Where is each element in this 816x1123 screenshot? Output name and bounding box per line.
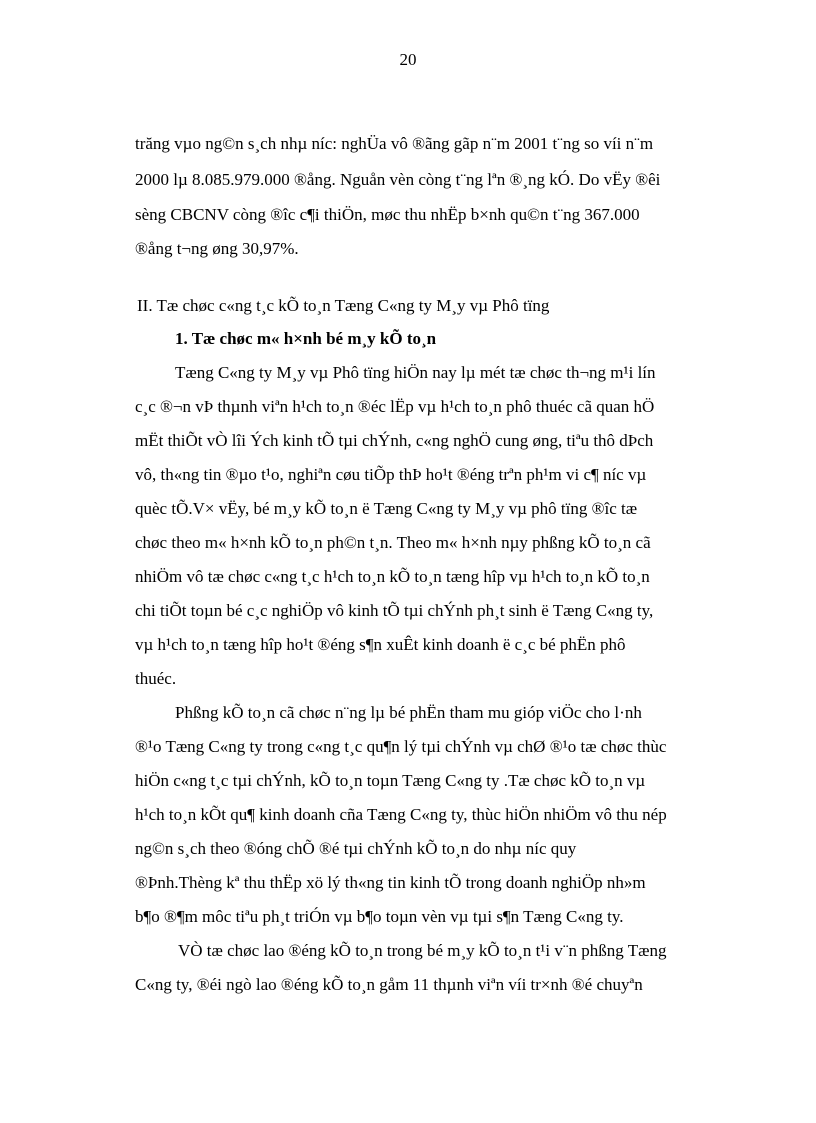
- paragraph-2-line: chi tiÕt toµn bé c¸c nghiÖp vô kinh tÕ tµi chÝnh ph¸t sinh ë Tæng C«ng ty,: [135, 601, 654, 620]
- page-number: 20: [399, 50, 417, 69]
- paragraph-3-line: ®Þnh.Thèng kª thu thËp xö lý th«ng tin kinh tÕ trong doanh nghiÖp nh»m: [135, 873, 646, 892]
- paragraph-3-line: h¹ch to¸n kÕt qu¶ kinh doanh cña Tæng C«ng ty, thùc hiÖn nhiÖm vô thu nép: [135, 805, 667, 824]
- paragraph-2-line: vô, th«ng tin ®µo t¹o, nghiªn cøu tiÕp thÞ ho¹t ®éng trªn ph¹m vi c¶ níc vµ: [135, 465, 647, 484]
- paragraph-2-line: mËt thiÕt vÒ lîi Ých kinh tÕ tµi chÝnh, c«ng nghÖ cung øng, tiªu thô dÞch: [135, 431, 654, 450]
- paragraph-4-line: VÒ tæ chøc lao ®éng kÕ to¸n trong bé m¸y kÕ to¸n t¹i v¨n phßng Tæng: [178, 941, 667, 960]
- section-heading: II. Tæ chøc c«ng t¸c kÕ to¸n Tæng C«ng ty M¸y vµ Phô tïng: [137, 296, 550, 315]
- paragraph-3-line: ®¹o Tæng C«ng ty trong c«ng t¸c qu¶n lý tµi chÝnh vµ chØ ®¹o tæ chøc thùc: [135, 737, 667, 756]
- paragraph-2-line: nhiÖm vô tæ chøc c«ng t¸c h¹ch to¸n kÕ to¸n tæng hîp vµ h¹ch to¸n kÕ to¸n: [135, 567, 650, 586]
- subsection-heading: 1. Tæ chøc m« h×nh bé m¸y kÕ to¸n: [175, 329, 437, 348]
- paragraph-2-line: chøc theo m« h×nh kÕ to¸n ph©n t¸n. Theo m« h×nh nµy phßng kÕ to¸n cã: [135, 533, 651, 552]
- paragraph-1-line: 2000 lµ 8.085.979.000 ®ång. Nguån vèn còng t¨ng lªn ®¸ng kÓ. Do vËy ®êi: [135, 170, 661, 189]
- paragraph-3-line: Phßng kÕ to¸n cã chøc n¨ng lµ bé phËn tham mu gióp viÖc cho l·nh: [175, 703, 642, 722]
- paragraph-2-line: thuéc.: [135, 669, 177, 688]
- paragraph-1-line: sèng CBCNV còng ®îc c¶i thiÖn, møc thu nhËp b×nh qu©n t¨ng 367.000: [135, 205, 640, 224]
- paragraph-3-line: b¶o ®¶m môc tiªu ph¸t triÓn vµ b¶o toµn vèn vµ tµi s¶n Tæng C«ng ty.: [135, 907, 624, 926]
- paragraph-2-line: vµ h¹ch to¸n tæng hîp ho¹t ®éng s¶n xuÊt kinh doanh ë c¸c bé phËn phô: [135, 635, 626, 654]
- paragraph-1-line: trăng vµo ng©n s¸ch nhµ níc: nghÜa vô ®ãng gãp n¨m 2001 t¨ng so víi n¨m: [135, 134, 654, 153]
- paragraph-2-line: c¸c ®¬n vÞ thµnh viªn h¹ch to¸n ®éc lËp vµ h¹ch to¸n phô thuéc cã quan hÖ: [135, 397, 655, 416]
- paragraph-3-line: ng©n s¸ch theo ®óng chÕ ®é tµi chÝnh kÕ to¸n do nhµ níc quy: [135, 839, 577, 858]
- paragraph-1-line: ®ång t¬ng øng 30,97%.: [135, 239, 299, 258]
- paragraph-2-line: quèc tÕ.V× vËy, bé m¸y kÕ to¸n ë Tæng C«ng ty M¸y vµ phô tïng ®îc tæ: [135, 499, 638, 518]
- paragraph-2-line: Tæng C«ng ty M¸y vµ Phô tïng hiÖn nay lµ mét tæ chøc th¬ng m¹i lín: [175, 363, 656, 382]
- paragraph-3-line: hiÖn c«ng t¸c tµi chÝnh, kÕ to¸n toµn Tæng C«ng ty .Tæ chøc kÕ to¸n vµ: [135, 771, 646, 790]
- paragraph-4-line: C«ng ty, ®éi ngò lao ®éng kÕ to¸n gåm 11 thµnh viªn víi tr×nh ®é chuyªn: [135, 975, 643, 994]
